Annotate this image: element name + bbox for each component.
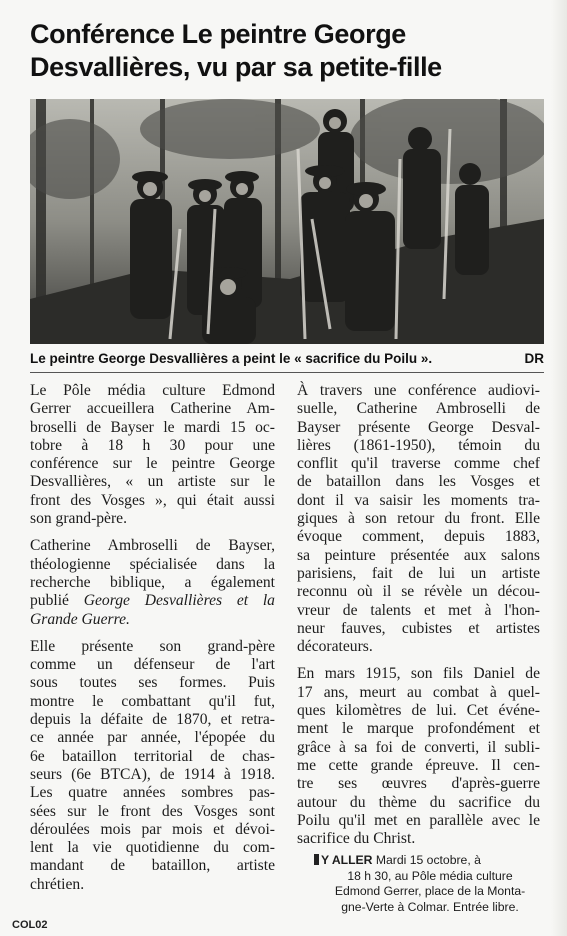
text-line: évoque comment, depuis 1883, (297, 528, 540, 546)
text-line: Desvallières, « un artiste sur le (30, 473, 275, 491)
text-line: suelle, Catherine Ambroselli de (297, 400, 540, 418)
text-line: ce année par année, l'épopée du (30, 729, 275, 747)
text-line: Bayser présente George Desval- (297, 418, 540, 436)
text-line: mandant de bataillon, artiste (30, 857, 275, 875)
info-line: Edmond Gerrer, place de la Monta- (334, 884, 526, 899)
text-line: déroulées mois par mois et dévoi- (30, 820, 275, 838)
paragraph (30, 638, 275, 894)
paragraph (30, 537, 275, 628)
text-line: grâce à sa foi de converti, il subli- (297, 738, 540, 756)
headline (30, 18, 550, 84)
text-line: sa peinture présentée aux salons (297, 546, 540, 564)
square-marker-icon (314, 854, 319, 865)
text-line: de bataillon dans les Vosges et (297, 473, 540, 491)
event-info-box (314, 853, 546, 915)
text-line: depuis la défaite de 1870, et retra- (30, 711, 275, 729)
text-line: autour du thème du sacrifice du (297, 793, 540, 811)
text-line: Gerrer accueillera Catherine Am- (30, 400, 275, 418)
paragraph (297, 382, 540, 656)
text-line: ment le marque profondément et (297, 720, 540, 738)
text-line: décorateurs. (297, 638, 373, 656)
text-line: lières (1861-1950), témoin du (297, 436, 540, 454)
text-line: publié George Desvallières et la (30, 592, 275, 610)
text-line: Poilu qu'il met en parallèle avec le (297, 811, 540, 829)
headline-line: Conférence Le peintre George (30, 19, 406, 49)
photo-credit: DR (524, 351, 544, 366)
article-photo (30, 99, 544, 344)
text-line: seurs (6e BTCA), de 1914 à 1918. (30, 765, 275, 783)
article-column-left (30, 382, 275, 903)
text-line: conférence sur le peintre George (30, 455, 275, 473)
text-line: Grande Guerre. (30, 610, 130, 628)
caption-text: Le peintre George Desvallières a peint le « sacrifice du Poilu ». (30, 351, 433, 366)
headline-line: Desvallières, vu par sa petite-fille (30, 52, 442, 82)
text-line: recherche biblique, a également (30, 573, 275, 591)
text-line: reconnu où il se révèle un décou- (297, 583, 540, 601)
info-line: 18 h 30, au Pôle média culture (347, 868, 513, 883)
text-line: me cette grande épreuve. Il cen- (297, 756, 540, 774)
text-line: En mars 1915, son fils Daniel de (297, 665, 540, 683)
text-line: 17 ans, meurt au combat à quel- (297, 683, 540, 701)
info-label: Y ALLER (321, 853, 373, 867)
caption-rule (30, 372, 544, 373)
text-line: broselli de Bayser le mardi 15 oc- (30, 418, 275, 436)
text-line: giques à son retour du front. Elle (297, 510, 540, 528)
text-line: Catherine Ambroselli de Bayser, (30, 537, 275, 555)
page-folio: COL02 (12, 919, 48, 931)
info-line (314, 853, 546, 869)
text-line: ques kilomètres de lui. Cet événe- (297, 702, 540, 720)
text-line: conflit qu'il traverse comme chef (297, 455, 540, 473)
text-line: À travers une conférence audiovi- (297, 382, 540, 399)
text-line: théologienne spécialisée dans la (30, 555, 275, 573)
text-line: tre ses œuvres d'après-guerre (297, 775, 540, 793)
text-line: montre le combattant qu'il fut, (30, 692, 275, 710)
article-column-right (297, 382, 540, 857)
text-line: chrétien. (30, 875, 85, 893)
text-line: tobre à 18 h 30 pour une (30, 436, 275, 454)
text-line: son grand-père. (30, 510, 127, 528)
page-edge (551, 0, 567, 936)
text-line: front des Vosges », qui était aussi (30, 491, 275, 509)
text-line: sous toutes ses formes. Puis (30, 674, 275, 692)
text-line: neur fauves, cubistes et artistes (297, 619, 540, 637)
soldiers-forest-photo (30, 99, 544, 344)
paragraph (30, 382, 275, 528)
text-line: Les quatre années sombres pas- (30, 784, 275, 802)
info-line: gne-Verte à Colmar. Entrée libre. (341, 899, 519, 914)
text-line: Le Pôle média culture Edmond (30, 382, 275, 399)
photo-caption (30, 349, 544, 369)
paragraph (297, 665, 540, 848)
text-line: comme un défenseur de l'art (30, 656, 275, 674)
text-line: sées sur le front des Vosges sont (30, 802, 275, 820)
text-line: dont il va saisir les moments tra- (297, 491, 540, 509)
text-line: vreur de talents et met à l'hon- (297, 601, 540, 619)
text-line: parisiens, fait de lui un artiste (297, 564, 540, 582)
text-line: sacrifice du Christ. (297, 830, 416, 848)
text-line: 6e bataillon territorial de chas- (30, 747, 275, 765)
text-line: lent la vie quotidienne du com- (30, 839, 275, 857)
info-text: Mardi 15 octobre, à (375, 853, 481, 867)
text-line: Elle présente son grand-père (30, 637, 275, 655)
